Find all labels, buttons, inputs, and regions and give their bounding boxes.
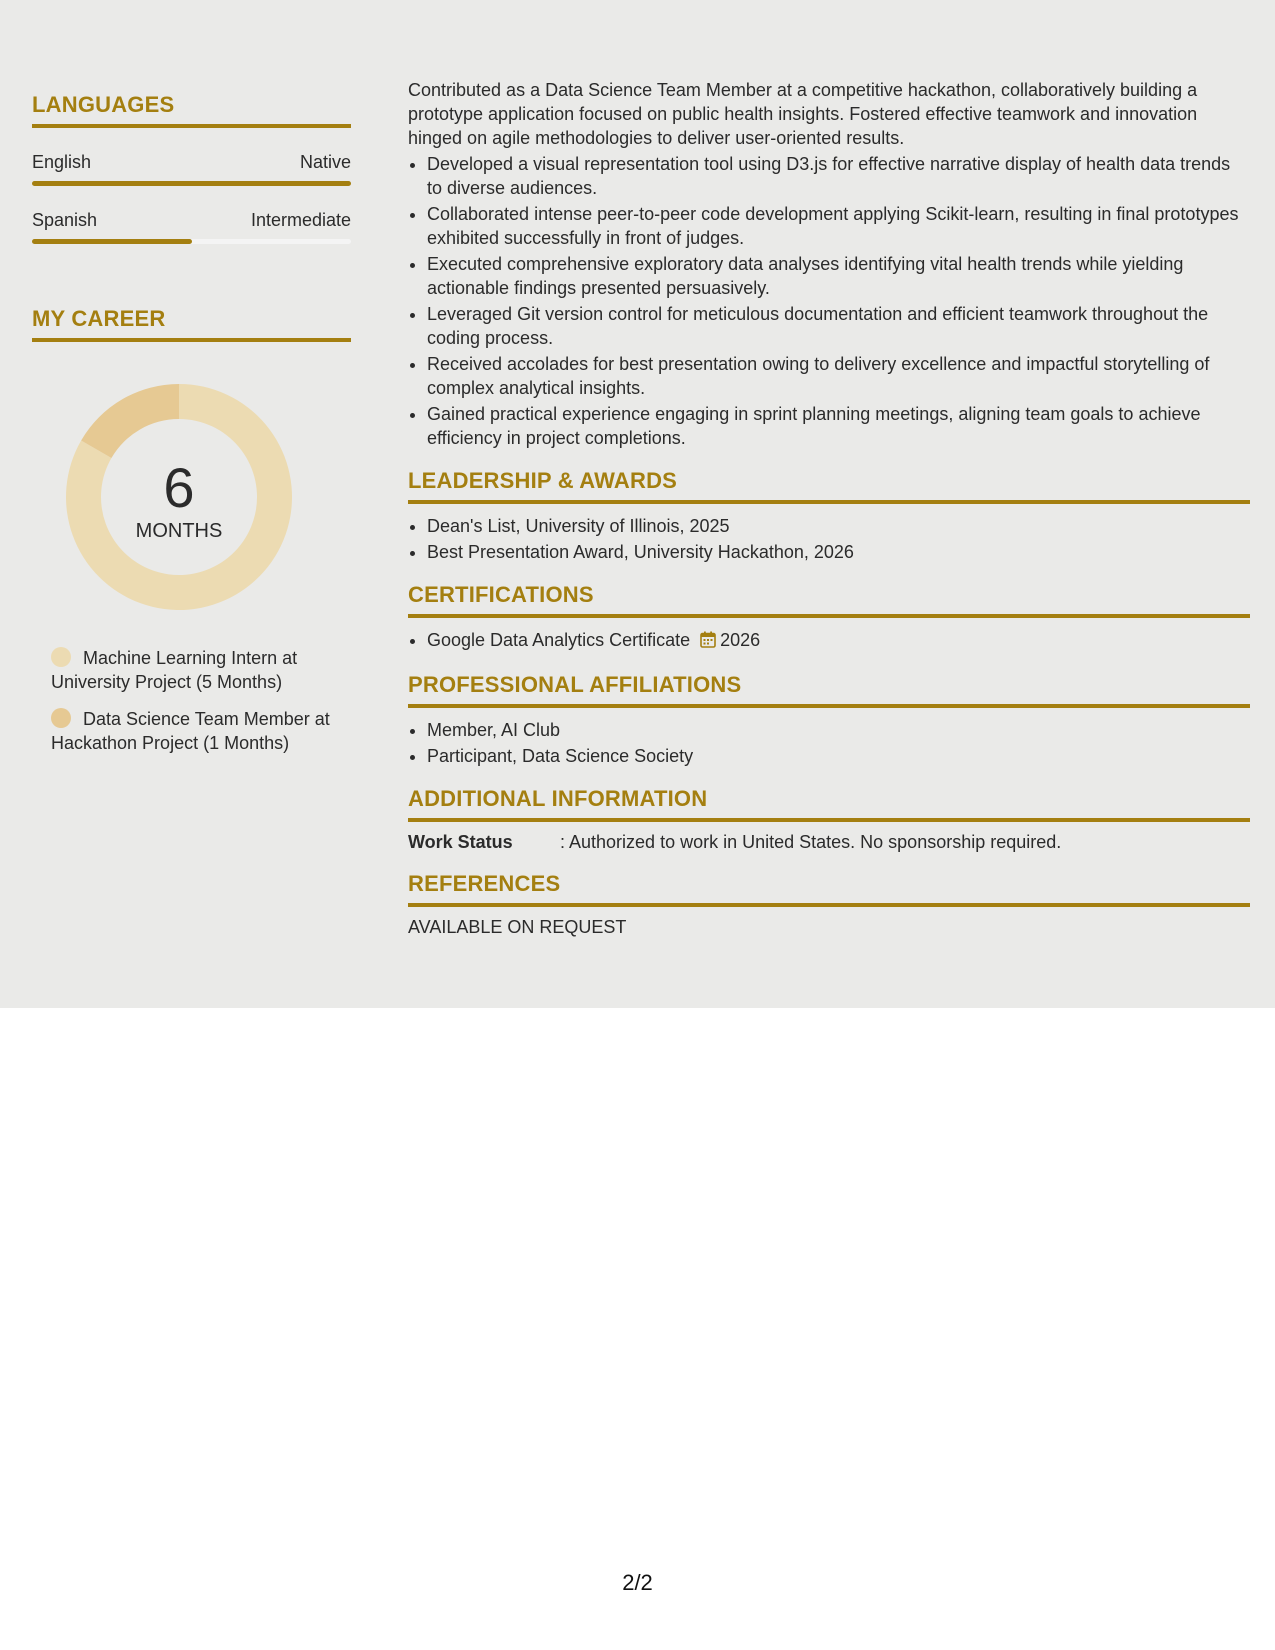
awards-list [408, 514, 1250, 564]
career-donut-chart [66, 384, 292, 610]
experience-bullets [408, 152, 1250, 450]
list-item: • Gained practical experience engaging in sprint planning meetings, aligning team goals to achieve efficiency in project completions. [427, 402, 1250, 450]
certificate-name: Google Data Analytics Certificate [427, 630, 691, 650]
language-name: Spanish [32, 210, 98, 230]
career-heading: MY CAREER [32, 306, 351, 342]
language-bar-english [32, 181, 351, 186]
certifications-list [408, 628, 1250, 654]
page-number: 2/2 [622, 1570, 653, 1595]
list-item: • Leveraged Git version control for meticulous documentation and efficient teamwork throughout the coding process. [427, 302, 1250, 350]
list-item: • Best Presentation Award, University Hackathon, 2026 [427, 540, 1250, 564]
languages-heading: LANGUAGES [32, 92, 351, 128]
calendar-icon [700, 630, 716, 654]
list-item [427, 628, 1250, 654]
language-name: English [32, 152, 92, 172]
references-heading: REFERENCES [408, 871, 1250, 907]
language-row-english [32, 152, 351, 173]
awards-heading: LEADERSHIP & AWARDS [408, 468, 1250, 504]
additional-heading: ADDITIONAL INFORMATION [408, 786, 1250, 822]
language-bar-fill [32, 239, 192, 244]
certificate-year: 2026 [720, 630, 761, 650]
references-section [408, 871, 1250, 938]
legend-item [51, 707, 351, 755]
legend-dot-icon [51, 708, 71, 728]
language-level: Intermediate [250, 210, 351, 230]
list-item: • Collaborated intense peer-to-peer code development applying Scikit-learn, resulting in final prototypes exhibited successfully in front of judges. [427, 202, 1250, 250]
language-bar-fill [32, 181, 351, 186]
legend-dot-icon [51, 647, 71, 667]
awards-section [408, 468, 1250, 564]
additional-section [408, 786, 1250, 853]
work-status-value: : Authorized to work in United States. No sponsorship required. [560, 832, 1062, 852]
list-item: • Executed comprehensive exploratory data analyses identifying vital health trends while yielding actionable findings presented persuasively. [427, 252, 1250, 300]
left-column [32, 92, 351, 768]
donut-center [66, 384, 292, 610]
list-item: • Dean's List, University of Illinois, 2025 [427, 514, 1250, 538]
right-column [408, 78, 1250, 938]
language-level: Native [299, 152, 351, 172]
legend-label: Data Science Team Member at Hackathon Project (1 Months) [51, 709, 330, 753]
references-text: AVAILABLE ON REQUEST [408, 917, 627, 937]
legend-item [51, 646, 351, 694]
affiliations-heading: PROFESSIONAL AFFILIATIONS [408, 672, 1250, 708]
affiliations-section [408, 672, 1250, 768]
work-status-label: Work Status [408, 832, 513, 852]
career-unit: MONTHS [135, 520, 223, 542]
certifications-section [408, 582, 1250, 654]
career-legend [51, 646, 351, 755]
affiliations-list [408, 718, 1250, 768]
certifications-heading: CERTIFICATIONS [408, 582, 1250, 618]
language-row-spanish [32, 210, 351, 231]
work-status-row [408, 832, 1250, 853]
list-item: • Developed a visual representation tool using D3.js for effective narrative display of health data trends to diverse audiences. [427, 152, 1250, 200]
list-item: • Participant, Data Science Society [427, 744, 1250, 768]
career-total: 6 [163, 456, 195, 519]
language-bar-spanish [32, 239, 351, 244]
experience-summary: Contributed as a Data Science Team Member at a competitive hackathon, collaboratively building a prototype application focused on public health insights. Fostered effective teamwork and innovation hinged on agile methodologies to deliver user-oriented results. [408, 80, 1198, 148]
list-item: • Received accolades for best presentation owing to delivery excellence and impactful storytelling of complex analytical insights. [427, 352, 1250, 400]
list-item: • Member, AI Club [427, 718, 1250, 742]
legend-label: Machine Learning Intern at University Project (5 Months) [51, 648, 298, 692]
